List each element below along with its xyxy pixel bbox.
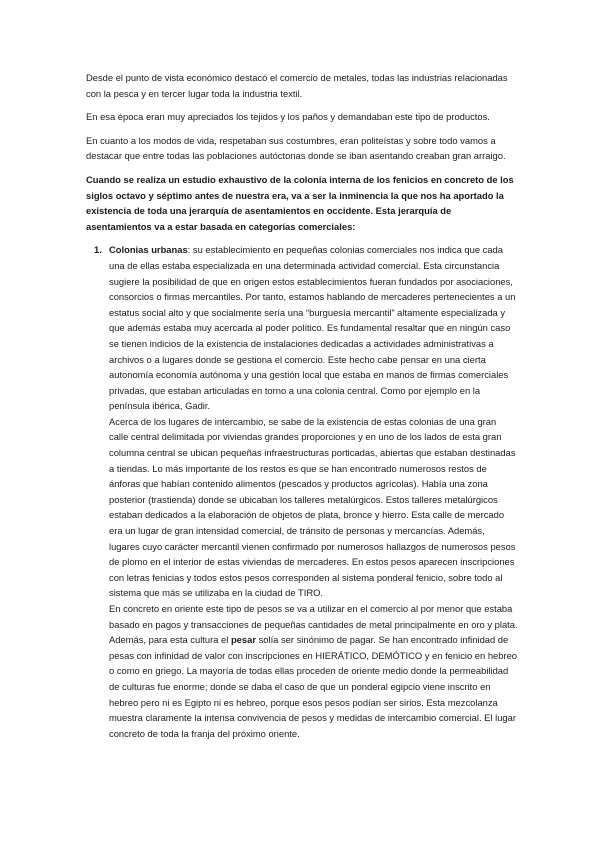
- list-item: [86, 242, 518, 741]
- paragraph-textiles: En esa época eran muy apreciados los tejidos y los paños y demandaban este tipo de productos.: [86, 111, 490, 123]
- paragraph-lifestyle: En cuanto a los modos de vida, respetaban sus costumbres, eran politeístas y sobre todo vamos a destacar que entre todas las poblaciones autóctonas donde se iban asentando creaban gran arraigo.: [86, 134, 506, 162]
- paragraph-metals: Desde el punto de vista económico destacó el comercio de metales, todas las industrias relacionadas con la pesca y en tercer lugar toda la industria textil.: [86, 72, 508, 99]
- list-item-intro-text: : su establecimiento en pequeñas colonias comerciales nos indica que cada una de ellas estaba especializada en una determinada actividad comercial. Esta circunstancia sugiere la posibilidad de que en origen estos establecimientos fueran fundados por asociaciones, consorcios o firmas mercantiles. Por tanto, estamos hablando de mercaderes pertenecientes a un estatus social alto y que socialmente sería una “burguesía mercantil” altamente especializada y que además estaba muy acercada al poder político. Es fundamental resaltar que en ningún caso se tienen indicios de la existencia de instalaciones dedicadas a actividades administrativas a archivos o a lugares donde se gestiona el comercio. Este hecho cabe pensar en una cierta autonomía economía autónoma y una gestión local que estaba en manos de firmas comerciales privadas, que estaban articuladas en torno a una colonia central. Como por ejemplo en la península ibérica, Gadir.: [109, 244, 516, 412]
- list-item-weights: [109, 601, 518, 741]
- paragraph-hierarchy: Cuando se realiza un estudio exhaustivo de la colonia interna de los fenicios en concreto de los siglos octavo y séptimo antes de nuestra era, va a ser la inminencia la que nos ha aportado la existencia de toda una jerarquía de asentamientos en occidente. Esta jerarquía de asentamientos va a estar basada en categorías comerciales:: [86, 173, 514, 232]
- list-item-exchange-places: Acerca de los lugares de intercambio, se sabe de la existencia de estas colonias de una gran calle central delimitada por viviendas grandes proporciones y en uno de los lados de esta gran columna central se ubican pequeñas infraestructuras porticadas, abiertas que estaban destinadas a tiendas. Lo más importante de los restos es que se han encontrado numerosos restos de ánforas que habían contenido alimentos (pescados y productos agrícolas). Había una zona posterior (trastienda) donde se ubicaban los talleres metalúrgicos. Estos talleres metalúrgicos estaban dedicados a la elaboración de objetos de plata, bronce y hierro. Esta calle de mercado era un lugar de gran intensidad comercial, de tránsito de personas y mercancías. Además, lugares cuyo carácter mercantil vienen confirmado por numerosos hallazgos de numerosos pesos de plomo en el interior de estas viviendas de mercaderes. En estos pesos aparecen inscripciones con letras fenicias y todos estos pesos corresponden al sistema ponderal fenicio, sobre todo al sistema que más se utilizaba en la ciudad de TIRO.: [109, 415, 516, 599]
- list-marker: 1.: [94, 244, 102, 256]
- list-item-intro: [109, 242, 518, 414]
- numbered-list: [86, 242, 518, 741]
- weights-term-pesar: pesar: [230, 634, 256, 646]
- list-item-term: Colonias urbanas: [109, 244, 188, 256]
- weights-text-b: solía ser sinónimo de pagar. Se han encontrado infinidad de pesas con infinidad de valor con inscripciones en HIERÁTICO, DEMÓTICO y en fenicio en hebreo o como en griego. La mayoría de todas ellas proceden de oriente medio donde la permeabilidad de culturas fue enorme; donde se daba el caso de que un ponderal egipcio viene inscrito en hebreo pero ni es Egipto ni es hebreo, porque esos pesos podían ser sirios. Esta mezcolanza muestra claramente la intensa convivencia de pesos y medidas de intercambio comercial. El lugar concreto de toda la franja del próximo oriente.: [109, 634, 518, 739]
- weights-text-a: En concreto en oriente este tipo de pesos se va a utilizar en el comercio al por menor que estaba basado en pagos y transacciones de pequeñas cantidades de metal principalmente en oro y plata. Además, para esta cultura el: [109, 603, 518, 646]
- document-page: [86, 70, 518, 741]
